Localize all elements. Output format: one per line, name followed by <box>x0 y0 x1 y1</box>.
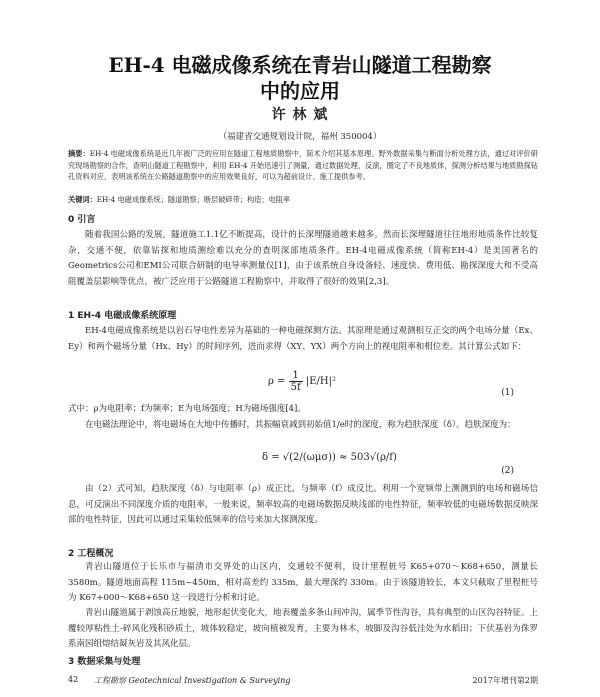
section-0-heading: 0 引言 <box>68 215 96 225</box>
section-1-paragraph-3: 由（2）式可知，趋肤深度（δ）与电阻率（ρ）成正比，与频率（f）成反比。利用一个宽频带上测测到的电场和磁场信息，可反演出不同深度介质的电阻率，一般来说，频率较高的电磁场数据反映浅部的电性特征，频率较低的电磁场数据反映深部的电性特征，因此可以通过采集较低频率的信号来加大探测深度。 <box>68 484 538 525</box>
keywords-text: EH-4 电磁成像系统；隧道勘察；断层破碎带；构造；电阻率 <box>96 195 291 204</box>
section-1-heading: 1 EH-4 电磁成像系统原理 <box>68 311 177 321</box>
equation-1-number: (1) <box>501 388 514 398</box>
section-2-paragraph-1: 青岩山隧道位于长乐市与福清市交界处的山区内，交通较不便利，设计里程桩号 K65+070～K68+650，测量长 3580m。隧道地面高程 115m~450m，相对高差约 335m，最大埋深约 330m。由于该隧道较长，本文只截取了里程桩号为 K67+000～K68+650 这一段进行分析和讨论。 <box>68 562 538 603</box>
equation-2-number: (2) <box>501 466 514 476</box>
eq1-fraction <box>289 370 303 393</box>
paper-title-line1: EH-4 电磁成像系统在青岩山隧道工程勘察 <box>108 53 492 77</box>
keywords-label: 关键词： <box>68 195 97 204</box>
abstract-label: 摘要： <box>68 149 90 158</box>
footer-issue: 2017年增刊第2期 <box>472 676 538 685</box>
equation-1-description: 式中：ρ为电阻率；f为频率；E为电场强度；H为磁场强度[4]。 <box>68 404 306 414</box>
eq1-denominator: 5f <box>290 382 301 393</box>
equation-2: δ = √(2/(ωμσ)) ≈ 503√(ρ/f) <box>262 452 397 463</box>
affiliation: （福建省交通规划设计院，福州 350004） <box>218 132 382 142</box>
section-2-heading: 2 工程概况 <box>68 549 114 559</box>
eq1-numerator: 1 <box>289 370 303 382</box>
equation-1 <box>268 370 336 393</box>
section-3-heading: 3 数据采集与处理 <box>68 657 141 667</box>
abstract-text: EH-4 电磁成像系统是近几年被广泛的应用在隧道工程地质勘察中，简术介绍其基本原理、野外数据采集与断面分析处理方法，通过对评价研究现场勘察的合作，查明山隧道工程勘察中，利用 EH-4 开始迅速引了测量，通过数据处理、反演，圈定了不良地质体，探测分析结果与地质勘探钻孔资料对应，表明该系统在公路隧道勘察中的应用效果良好，可以为超前设计、施工提供参考。 <box>68 149 538 181</box>
paper-title-line2: 中的应用 <box>260 79 340 103</box>
footer-journal: 工程勘察 Geotechnical Investigation & Surveying <box>94 676 291 685</box>
eq1-lhs: ρ = <box>268 376 286 387</box>
author: 许 林 斌 <box>271 107 329 123</box>
eq1-rhs: |E/H|² <box>305 376 337 387</box>
section-0-paragraph: 随着我国公路的发展，隧道施工1.1亿不断提高，设计的长深埋隧道越来越多。然而长深埋隧道往往地形地质条件比较复杂，交通不便，依靠钻探和地质测绘难以充分的查明深部地质条件。EH-4电磁成像系统（简称EH-4）是美国著名的Geometrics公司和EMI公司联合研制的电导率测量仪[1]，由于该系统自身设备轻、速度快、费用低、勘探深度大和不受高阻覆盖层影响等优点，被广泛应用于公路隧道工程勘察中，并取得了很好的效果[2,3]。 <box>68 230 538 287</box>
footer-page-number: 42 <box>68 675 79 684</box>
section-2-paragraph-2: 青岩山隧道属于剥蚀高丘地貌，地形起伏变化大，地表覆盖多条山间冲沟，属季节性沟谷，具有典型的山区沟谷特征。上覆较厚粘性土-碎风化残积砂质土，坡体较稳定，坡向植被发育，主要为林木，坡脚及沟谷低洼处为水稻田；下伏基岩为侏罗系南园组熔结凝灰岩及其风化层。 <box>68 608 538 649</box>
keywords <box>68 194 538 206</box>
abstract <box>68 148 538 183</box>
section-1-paragraph-2: 在电磁法理论中，将电磁场在大地中传播时，其振幅衰减到初始值1/e时的深度，称为趋肤深度（δ）。趋肤深度为： <box>85 420 516 430</box>
section-1-paragraph: EH-4电磁成像系统是以岩石导电性差异为基础的一种电磁探测方法。其原理是通过观测相互正交的两个电场分量（Ex、Ey）和两个磁场分量（Hx、Hy）的时间序列，进而求得（XY、YX）两个方向上的视电阻率和相位差。其计算公式如下： <box>68 326 538 352</box>
